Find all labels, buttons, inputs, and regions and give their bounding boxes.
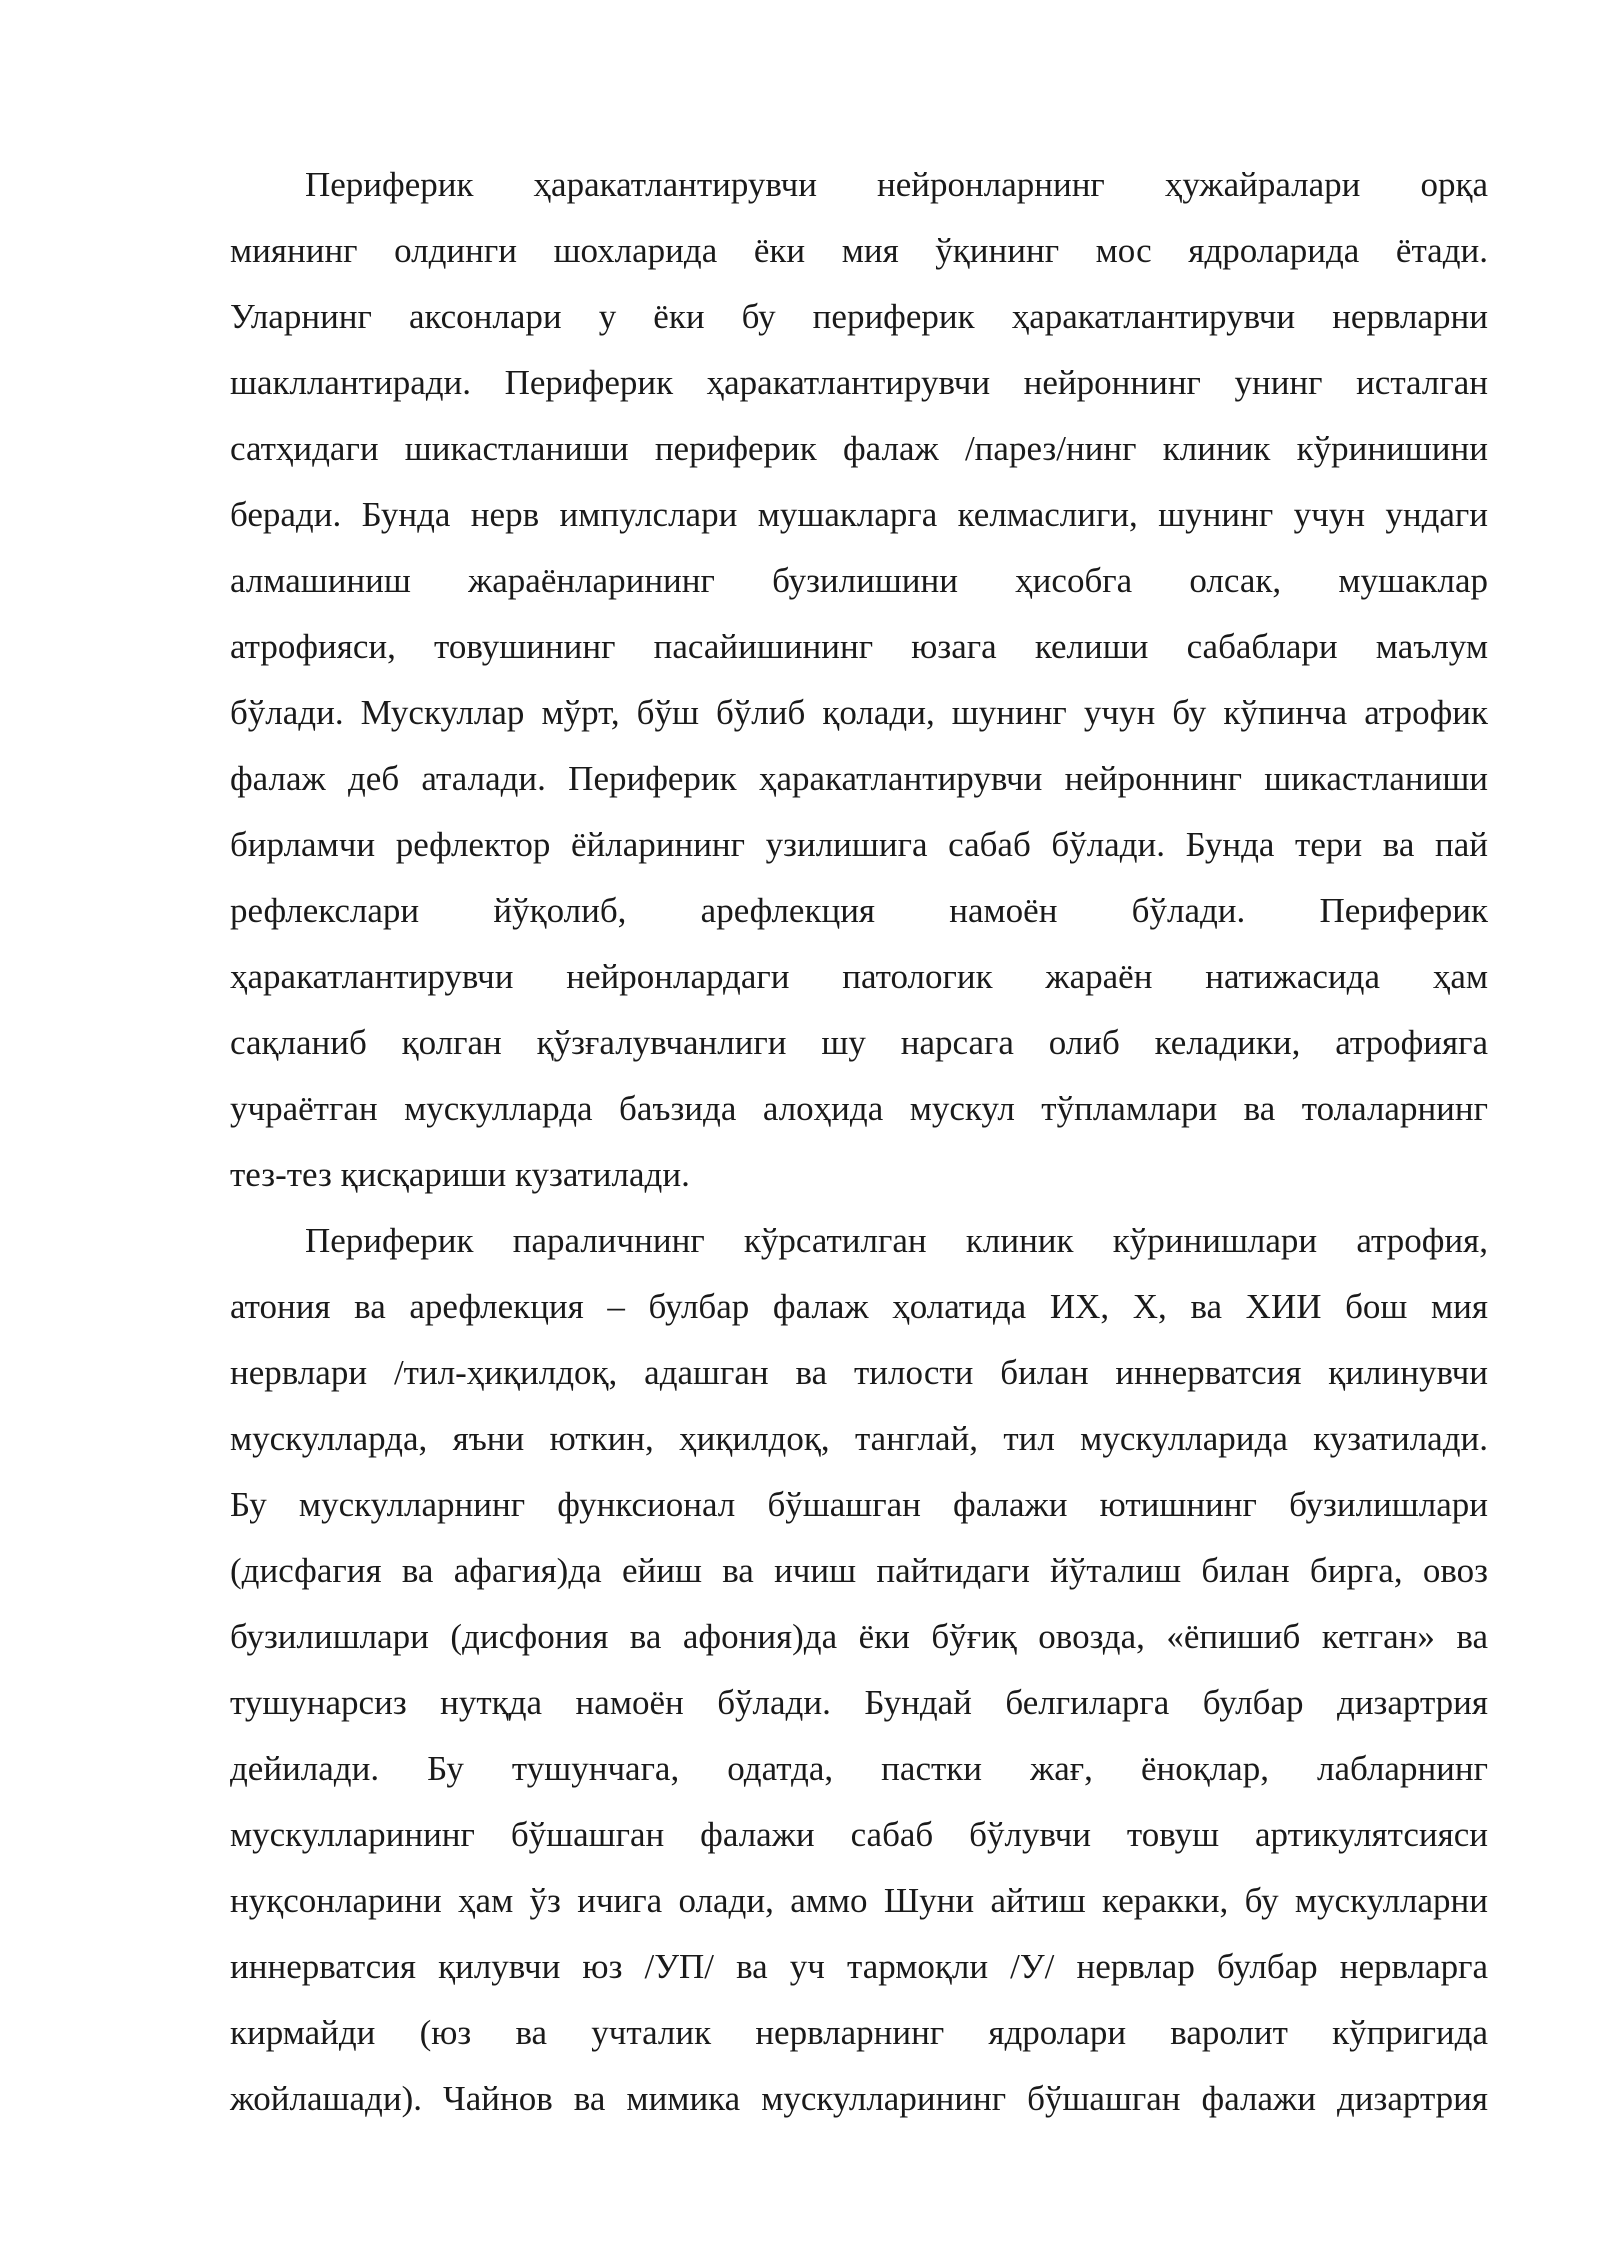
text-line: Периферик ҳаракатлантирувчи нейронларнинг ҳужайралари орқа: [305, 165, 1488, 204]
text-line: тушунарсиз нутқда намоён бўлади. Бундай белгиларга булбар дизартрия: [230, 1683, 1488, 1722]
text-line: (дисфагия ва афагия)да ейиш ва ичиш пайтидаги йўталиш билан бирга, овоз: [230, 1551, 1488, 1590]
text-line: миянинг олдинги шохларида ёки мия ўқининг мос ядроларида ётади.: [230, 231, 1488, 270]
text-line: алмашиниш жараёнларининг бузилишини ҳисобга олсак, мушаклар: [230, 561, 1488, 600]
text-line: сатҳидаги шикастланиши периферик фалаж /парез/нинг клиник кўринишини: [230, 429, 1488, 468]
text-line: бузилишлари (дисфония ва афония)да ёки бўғиқ овозда, «ёпишиб кетган» ва: [230, 1617, 1488, 1656]
text-line: иннерватсия қилувчи юз /УП/ ва уч тармоқли /У/ нервлар булбар нервларга: [230, 1947, 1488, 1986]
paragraph-2: [230, 1208, 1488, 2132]
text-line: беради. Бунда нерв импулслари мушакларга келмаслиги, шунинг учун ундаги: [230, 495, 1488, 534]
text-line: бўлади. Мускуллар мўрт, бўш бўлиб қолади, шунинг учун бу кўпинча атрофик: [230, 693, 1488, 732]
text-line: нуқсонларини ҳам ўз ичига олади, аммо Шуни айтиш керакки, бу мускулларни: [230, 1881, 1488, 1920]
text-line: рефлекслари йўқолиб, арефлекция намоён бўлади. Периферик: [230, 891, 1488, 930]
text-line: Бу мускулларнинг функсионал бўшашган фалажи ютишнинг бузилишлари: [230, 1485, 1488, 1524]
text-line: ҳаракатлантирувчи нейронлардаги патологик жараён натижасида ҳам: [230, 957, 1488, 996]
text-line: фалаж деб аталади. Периферик ҳаракатлантирувчи нейроннинг шикастланиши: [230, 759, 1488, 798]
text-line: мускулларда, яъни юткин, ҳиқилдоқ, танглай, тил мускулларида кузатилади.: [230, 1419, 1488, 1458]
text-line: бирламчи рефлектор ёйларининг узилишига сабаб бўлади. Бунда тери ва пай: [230, 825, 1488, 864]
text-line: Периферик параличнинг кўрсатилган клиник кўринишлари атрофия,: [305, 1221, 1488, 1260]
text-line: шакллантиради. Периферик ҳаракатлантирувчи нейроннинг унинг исталган: [230, 363, 1488, 402]
text-line: кирмайди (юз ва учталик нервларнинг ядролари варолит кўпригида: [230, 2013, 1488, 2052]
paragraph-1: [230, 152, 1488, 1208]
text-line: атрофияси, товушининг пасайишининг юзага келиши сабаблари маълум: [230, 627, 1488, 666]
text-line: дейилади. Бу тушунчага, одатда, пастки жағ, ёноқлар, лабларнинг: [230, 1749, 1488, 1788]
text-line: учраётган мускулларда баъзида алоҳида мускул тўпламлари ва толаларнинг: [230, 1089, 1488, 1128]
text-line: нервлари /тил-ҳиқилдоқ, адашган ва тилости билан иннерватсия қилинувчи: [230, 1353, 1488, 1392]
text-line: мускулларининг бўшашган фалажи сабаб бўлувчи товуш артикулятсияси: [230, 1815, 1488, 1854]
text-line: атония ва арефлекция – булбар фалаж ҳолатида ИХ, Х, ва ХИИ бош мия: [230, 1287, 1488, 1326]
text-line: тез-тез қисқариши кузатилади.: [230, 1155, 690, 1194]
document-page: [230, 152, 1488, 2132]
text-line: жойлашади). Чайнов ва мимика мускулларининг бўшашган фалажи дизартрия: [230, 2079, 1488, 2118]
text-line: Уларнинг аксонлари у ёки бу периферик ҳаракатлантирувчи нервларни: [230, 297, 1488, 336]
text-line: сақланиб қолган қўзғалувчанлиги шу нарсага олиб келадики, атрофияга: [230, 1023, 1488, 1062]
